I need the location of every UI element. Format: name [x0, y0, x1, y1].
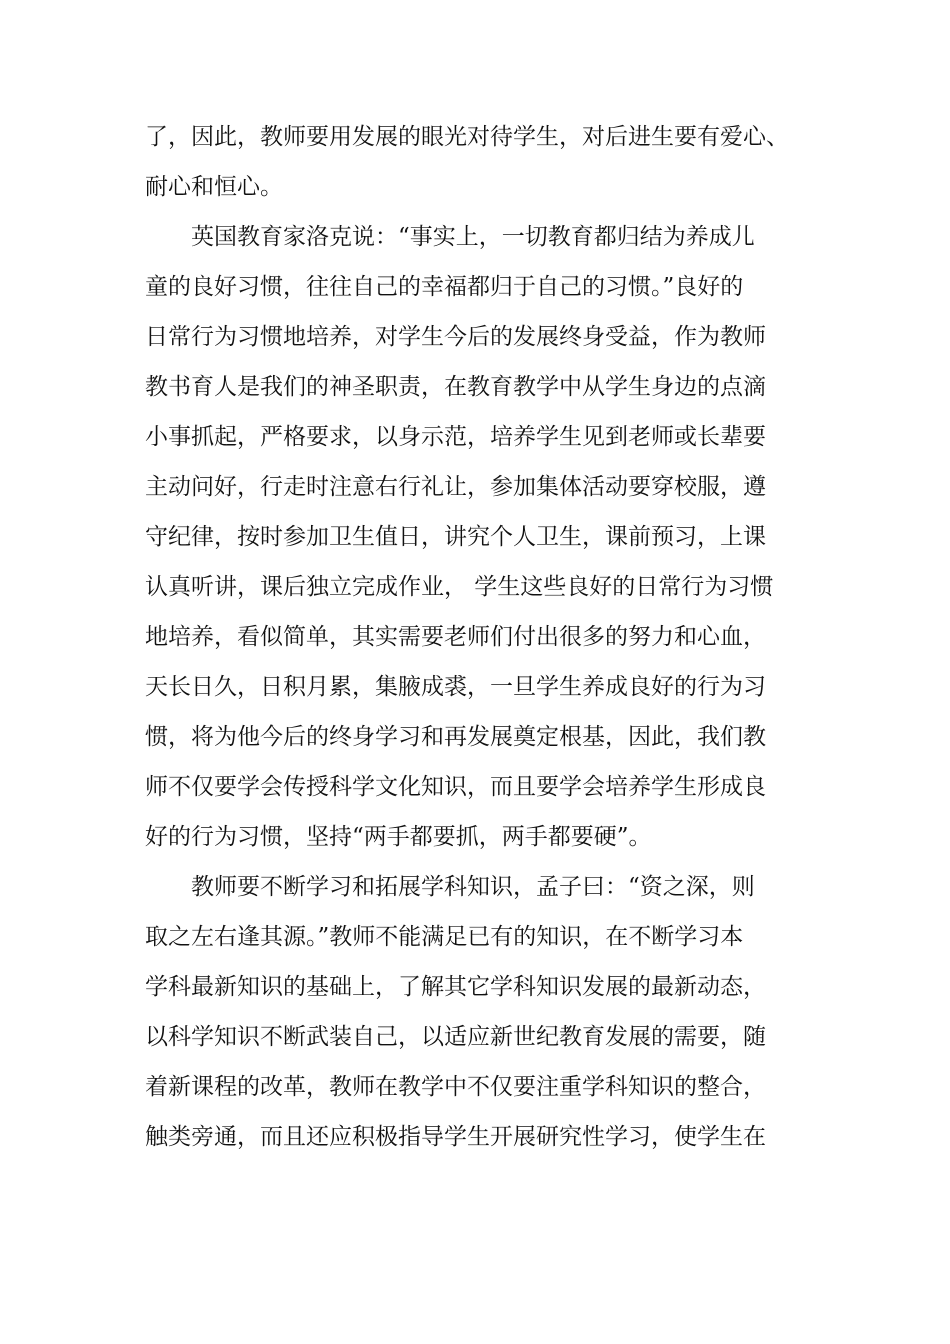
text-line: 守纪律，按时参加卫生值日，讲究个人卫生，课前预习，上课 [145, 524, 766, 550]
text-line: 好的行为习惯，坚持“两手都要抓，两手都要硬”。 [145, 824, 652, 850]
text-line: 日常行为习惯地培养，对学生今后的发展终身受益，作为教师 [145, 324, 766, 350]
text-line: 耐心和恒心。 [145, 174, 283, 200]
text-line: 惯，将为他今后的终身学习和再发展奠定根基，因此，我们教 [145, 724, 766, 750]
text-line: 以科学知识不断武装自己，以适应新世纪教育发展的需要，随 [145, 1024, 766, 1050]
text-line: 小事抓起，严格要求，以身示范，培养学生见到老师或长辈要 [145, 424, 766, 450]
text-line: 天长日久，日积月累，集腋成裘，一旦学生养成良好的行为习 [145, 674, 766, 700]
text-line: 师不仅要学会传授科学文化知识，而且要学会培养学生形成良 [145, 774, 766, 800]
text-line: 了，因此，教师要用发展的眼光对待学生，对后进生要有爱心、 [145, 124, 789, 150]
body-text [145, 112, 805, 1162]
text-line: 学科最新知识的基础上，了解其它学科知识发展的最新动态， [145, 974, 766, 1000]
text-line: 着新课程的改革，教师在教学中不仅要注重学科知识的整合， [145, 1074, 766, 1100]
text-line: 取之左右逢其源。”教师不能满足已有的知识，在不断学习本 [145, 924, 744, 950]
text-line: 认真听讲，课后独立完成作业， 学生这些良好的日常行为习惯 [145, 574, 774, 600]
text-line: 英国教育家洛克说：“事实上，一切教育都归结为养成儿 [191, 224, 755, 250]
text-line: 教师要不断学习和拓展学科知识，孟子曰：“资之深，则 [191, 874, 755, 900]
text-line: 教书育人是我们的神圣职责，在教育教学中从学生身边的点滴 [145, 374, 766, 400]
text-line: 地培养，看似简单，其实需要老师们付出很多的努力和心血， [145, 624, 766, 650]
text-line: 主动问好，行走时注意右行礼让，参加集体活动要穿校服，遵 [145, 474, 766, 500]
text-line: 童的良好习惯，往往自己的幸福都归于自己的习惯。”良好的 [145, 274, 744, 300]
text-line: 触类旁通，而且还应积极指导学生开展研究性学习，使学生在 [145, 1124, 766, 1150]
